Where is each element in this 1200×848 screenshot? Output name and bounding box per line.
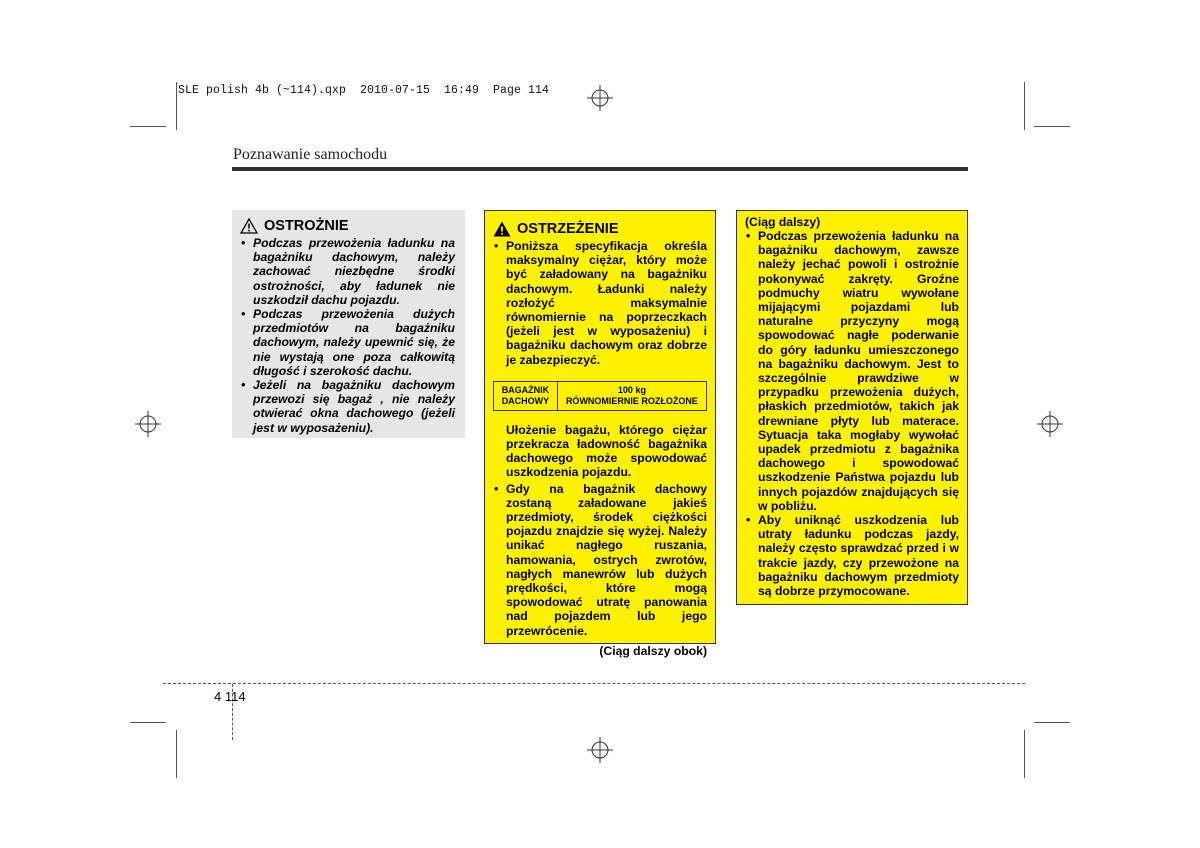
caution-item: • Jeżeli na bagażniku dachowym przewozi się bagaż , nie należy otwierać okna dachowego (jeżeli jest w wyposażeniu). (240, 378, 455, 435)
registration-mark-icon (587, 737, 613, 763)
spec-label-cell: BAGAŻNIK DACHOWY (494, 381, 558, 410)
continued-note: (Ciąg dalszy obok) (599, 643, 707, 658)
continuation-item: • Aby uniknąć uszkodzenia lub utraty ładunku podczas jazdy, należy często sprawdzać przed i w trakcie jazdy, czy przewożone na bagażniku dachowym przedmioty są dobrze przymocowane. (745, 513, 959, 598)
warning-list (493, 239, 707, 367)
continuation-box (736, 210, 968, 605)
registration-mark-icon (1037, 411, 1063, 437)
warning-box (484, 210, 716, 658)
spec-value-line: RÓWNOMIERNIE ROZŁOŻONE (565, 395, 698, 406)
footer-divider (163, 683, 1025, 684)
warning-item: • Gdy na bagażnik dachowy zostaną załadowane jakieś przedmioty, środek ciężkości pojazdu znajdzie się wyżej. Należy unikać nagłego ruszania, hamowania, ostrych zwrotów, nagłych manewrów lub dużych prędkości, które mogą spowodować utratę panowania nad pojazdem lub jego przewrócenie. (493, 482, 707, 638)
warning-heading (493, 221, 707, 237)
caution-item: • Podczas przewożenia ładunku na bagażniku dachowym, należy zachować niezbędne środki ostrożności, aby ładunek nie uszkodził dachu pojazdu. (240, 236, 455, 307)
caution-list (240, 236, 455, 435)
crop-mark (176, 82, 177, 130)
warning-heading-label: OSTRZEŻENIE (517, 221, 619, 237)
registration-mark-icon (135, 411, 161, 437)
spec-value-cell (557, 381, 706, 410)
registration-mark-icon (587, 85, 613, 111)
load-spec-table (493, 381, 707, 411)
crop-mark (1024, 82, 1025, 130)
caution-heading (240, 218, 455, 234)
continuation-item: • Podczas przewożenia ładunku na bagażniku dachowym, zawsze należy jechać powoli i ostrożnie pokonywać zakręty. Groźne podmuchy wiatru wywołane mijającymi pojazdami lub naturalne przyczyny mogą spowodować nagłe poderwanie do góry ładunku umieszczonego na bagażniku dachowym. Jest to szczególnie prawdziwe w przypadku przewożenia dużych, płaskich przedmiotów, takich jak drewniane płyty lub materace. Sytuacja taka mogłaby wywołać upadek przedmiotu z bagażnika dachowego i spowodować uszkodzenie Państwa pojazdu lub innych pojazdów znajdujących się w pobliżu. (745, 229, 959, 513)
crop-mark (176, 730, 177, 778)
crop-mark (1024, 730, 1025, 778)
section-title: Poznawanie samochodu (233, 146, 388, 163)
caution-box (232, 210, 465, 438)
title-rule (232, 167, 968, 171)
warning-item: • Poniższa specyfikacja określa maksymalny ciężar, który może być załadowany na bagażniku dachowym. Ładunki należy rozłożyć maksymalnie równomiernie na poprzeczkach (jeżeli jest w wyposażeniu) i bagażniku dachowym oraz dobrze je zabezpieczyć. (493, 239, 707, 367)
caution-triangle-icon (240, 218, 258, 234)
page-number: 4 114 (214, 689, 246, 704)
warning-triangle-icon (493, 221, 511, 237)
caution-heading-label: OSTROŻNIE (264, 218, 349, 234)
warning-paragraph: Ułożenie bagażu, którego ciężar przekracza ładowność bagażnika dachowego może spowodować uszkodzenia pojazdu. (506, 422, 707, 480)
continuation-heading: (Ciąg dalszy) (745, 215, 821, 229)
print-meta: SLE polish 4b (~114).qxp 2010-07-15 16:49 Page 114 (178, 84, 550, 97)
continuation-list (745, 229, 959, 598)
warning-list (493, 482, 707, 638)
crop-mark (130, 126, 166, 127)
caution-item: • Podczas przewożenia dużych przedmiotów na bagażniku dachowym, należy upewnić się, że nie wystają one poza całkowitą długość i szerokość dachu. (240, 307, 455, 378)
crop-mark (130, 722, 166, 723)
crop-mark (1034, 126, 1070, 127)
spec-value-line: 100 kg (617, 384, 646, 395)
crop-mark (1034, 722, 1070, 723)
